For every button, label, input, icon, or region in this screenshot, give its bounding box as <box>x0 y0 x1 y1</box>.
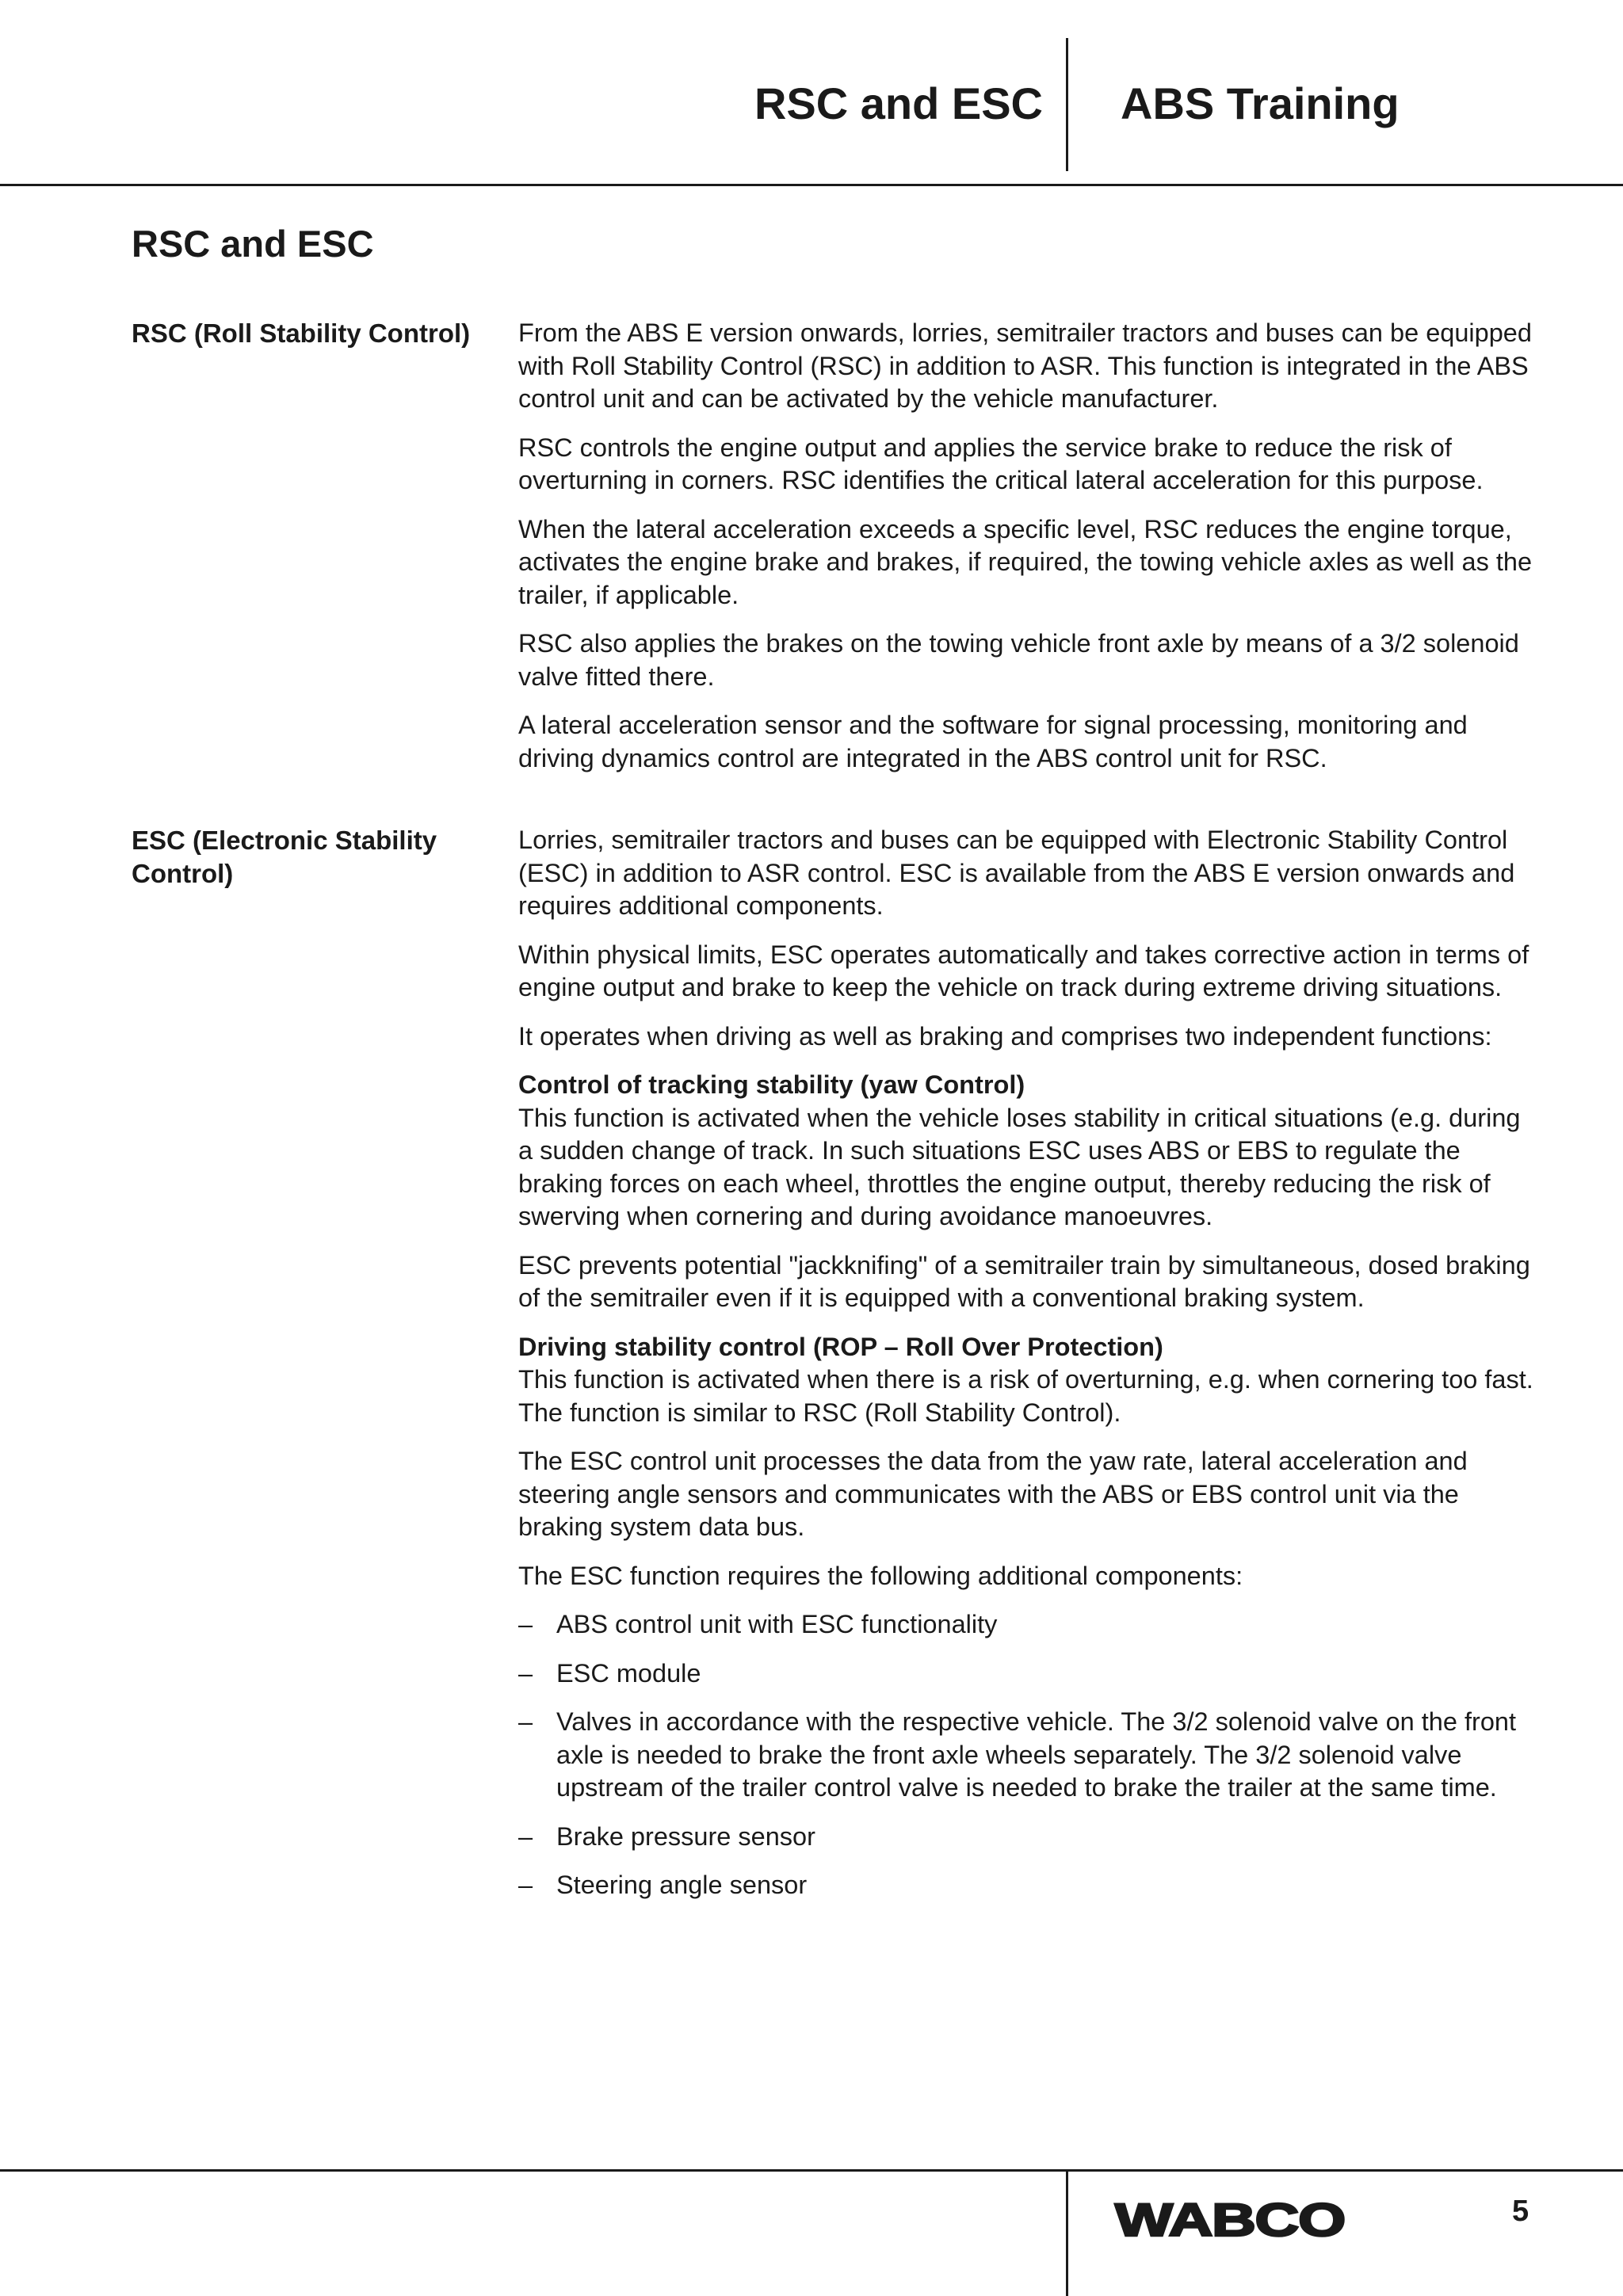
header-divider <box>1066 38 1068 171</box>
wabco-logo <box>1113 2199 1347 2241</box>
header-document-title: ABS Training <box>1121 78 1400 128</box>
header-section-title: RSC and ESC <box>754 78 1043 128</box>
paragraph: This function is activated when the vehicle loses stability in critical situations (e.g. during a sudden change of track. In such situations ESC uses ABS or EBS to regulate the braking forces on each wheel, throttles the engine output, thereby reducing the risk of swerving when cornering and during avoidance manoeuvres. <box>518 1103 1521 1230</box>
paragraph: It operates when driving as well as braking and comprises two independent functions: <box>518 1021 1492 1051</box>
list-item-text: Brake pressure sensor <box>556 1821 815 1851</box>
paragraph: The ESC control unit processes the data from the yaw rate, lateral acceleration and steering angle sensors and communicates with the ABS or EBS control unit via the braking system data bus. <box>518 1447 1468 1541</box>
bullet-dash: – <box>518 1821 533 1851</box>
page-number: 5 <box>1512 2195 1529 2228</box>
bullet-dash: – <box>518 1871 533 1899</box>
subheading-roll-over-protection: Driving stability control (ROP – Roll Over Protection) <box>518 1332 1163 1361</box>
list-item <box>518 1821 1536 1854</box>
paragraph: ESC prevents potential "jackknifing" of a semitrailer train by simultaneous, dosed braking of the semitrailer even if it is equipped with a conventional braking system. <box>518 1250 1530 1312</box>
paragraph: RSC controls the engine output and applies the service brake to reduce the risk of overturning in corners. RSC identifies the critical lateral acceleration for this purpose. <box>518 433 1484 494</box>
bullet-dash: – <box>518 1610 533 1638</box>
footer-divider <box>1066 2172 1068 2296</box>
section-label-esc: ESC (Electronic Stability Control) <box>132 826 437 888</box>
paragraph: Lorries, semitrailer tractors and buses can be equipped with Electronic Stability Control (ESC) in addition to ASR control. ESC is available from the ABS E version onwards and requires additional components. <box>518 826 1515 920</box>
footer-rule <box>0 2169 1623 2172</box>
list-item-text: ESC module <box>556 1658 701 1688</box>
section-body-esc <box>518 824 1536 1918</box>
bullet-dash: – <box>518 1658 533 1688</box>
header-rule <box>0 184 1623 186</box>
section-body-rsc <box>518 317 1536 791</box>
bullet-dash: – <box>518 1707 533 1736</box>
paragraph: A lateral acceleration sensor and the software for signal processing, monitoring and driving dynamics control are integrated in the ABS control unit for RSC. <box>518 711 1468 772</box>
rop-block <box>518 1331 1536 1430</box>
wabco-logo-text: WABCO <box>1115 2199 1345 2241</box>
paragraph: When the lateral acceleration exceeds a specific level, RSC reduces the engine torque, activates the engine brake and brakes, if required, the towing vehicle axles as well as the trailer, if applicable. <box>518 514 1533 609</box>
list-item <box>518 1706 1536 1805</box>
list-item <box>518 1657 1536 1691</box>
list-item <box>518 1608 1536 1642</box>
paragraph: RSC also applies the brakes on the towing vehicle front axle by means of a 3/2 solenoid valve fitted there. <box>518 629 1519 691</box>
list-item-text: ABS control unit with ESC functionality <box>556 1610 998 1638</box>
section-label-rsc: RSC (Roll Stability Control) <box>132 318 471 348</box>
paragraph: This function is activated when there is a risk of overturning, e.g. when cornering too fast. The function is similar to RSC (Roll Stability Control). <box>518 1365 1533 1427</box>
list-item-text: Steering angle sensor <box>556 1871 808 1899</box>
paragraph: From the ABS E version onwards, lorries, semitrailer tractors and buses can be equipped with Roll Stability Control (RSC) in addition to ASR. This function is integrated in the ABS control unit and can be activated by the vehicle manufacturer. <box>518 318 1532 413</box>
paragraph: The ESC function requires the following additional components: <box>518 1561 1243 1590</box>
list-item <box>518 1869 1536 1902</box>
subheading-yaw-control: Control of tracking stability (yaw Control) <box>518 1070 1025 1099</box>
components-list <box>518 1608 1536 1902</box>
page-title: RSC and ESC <box>132 223 374 265</box>
yaw-control-block <box>518 1069 1536 1234</box>
paragraph: Within physical limits, ESC operates automatically and takes corrective action in terms of engine output and brake to keep the vehicle on track during extreme driving situations. <box>518 940 1529 1001</box>
list-item-text: Valves in accordance with the respective vehicle. The 3/2 solenoid valve on the front axle is needed to brake the front axle wheels separately. The 3/2 solenoid valve upstream of the trailer control valve is needed to brake the trailer at the same time. <box>556 1707 1517 1802</box>
